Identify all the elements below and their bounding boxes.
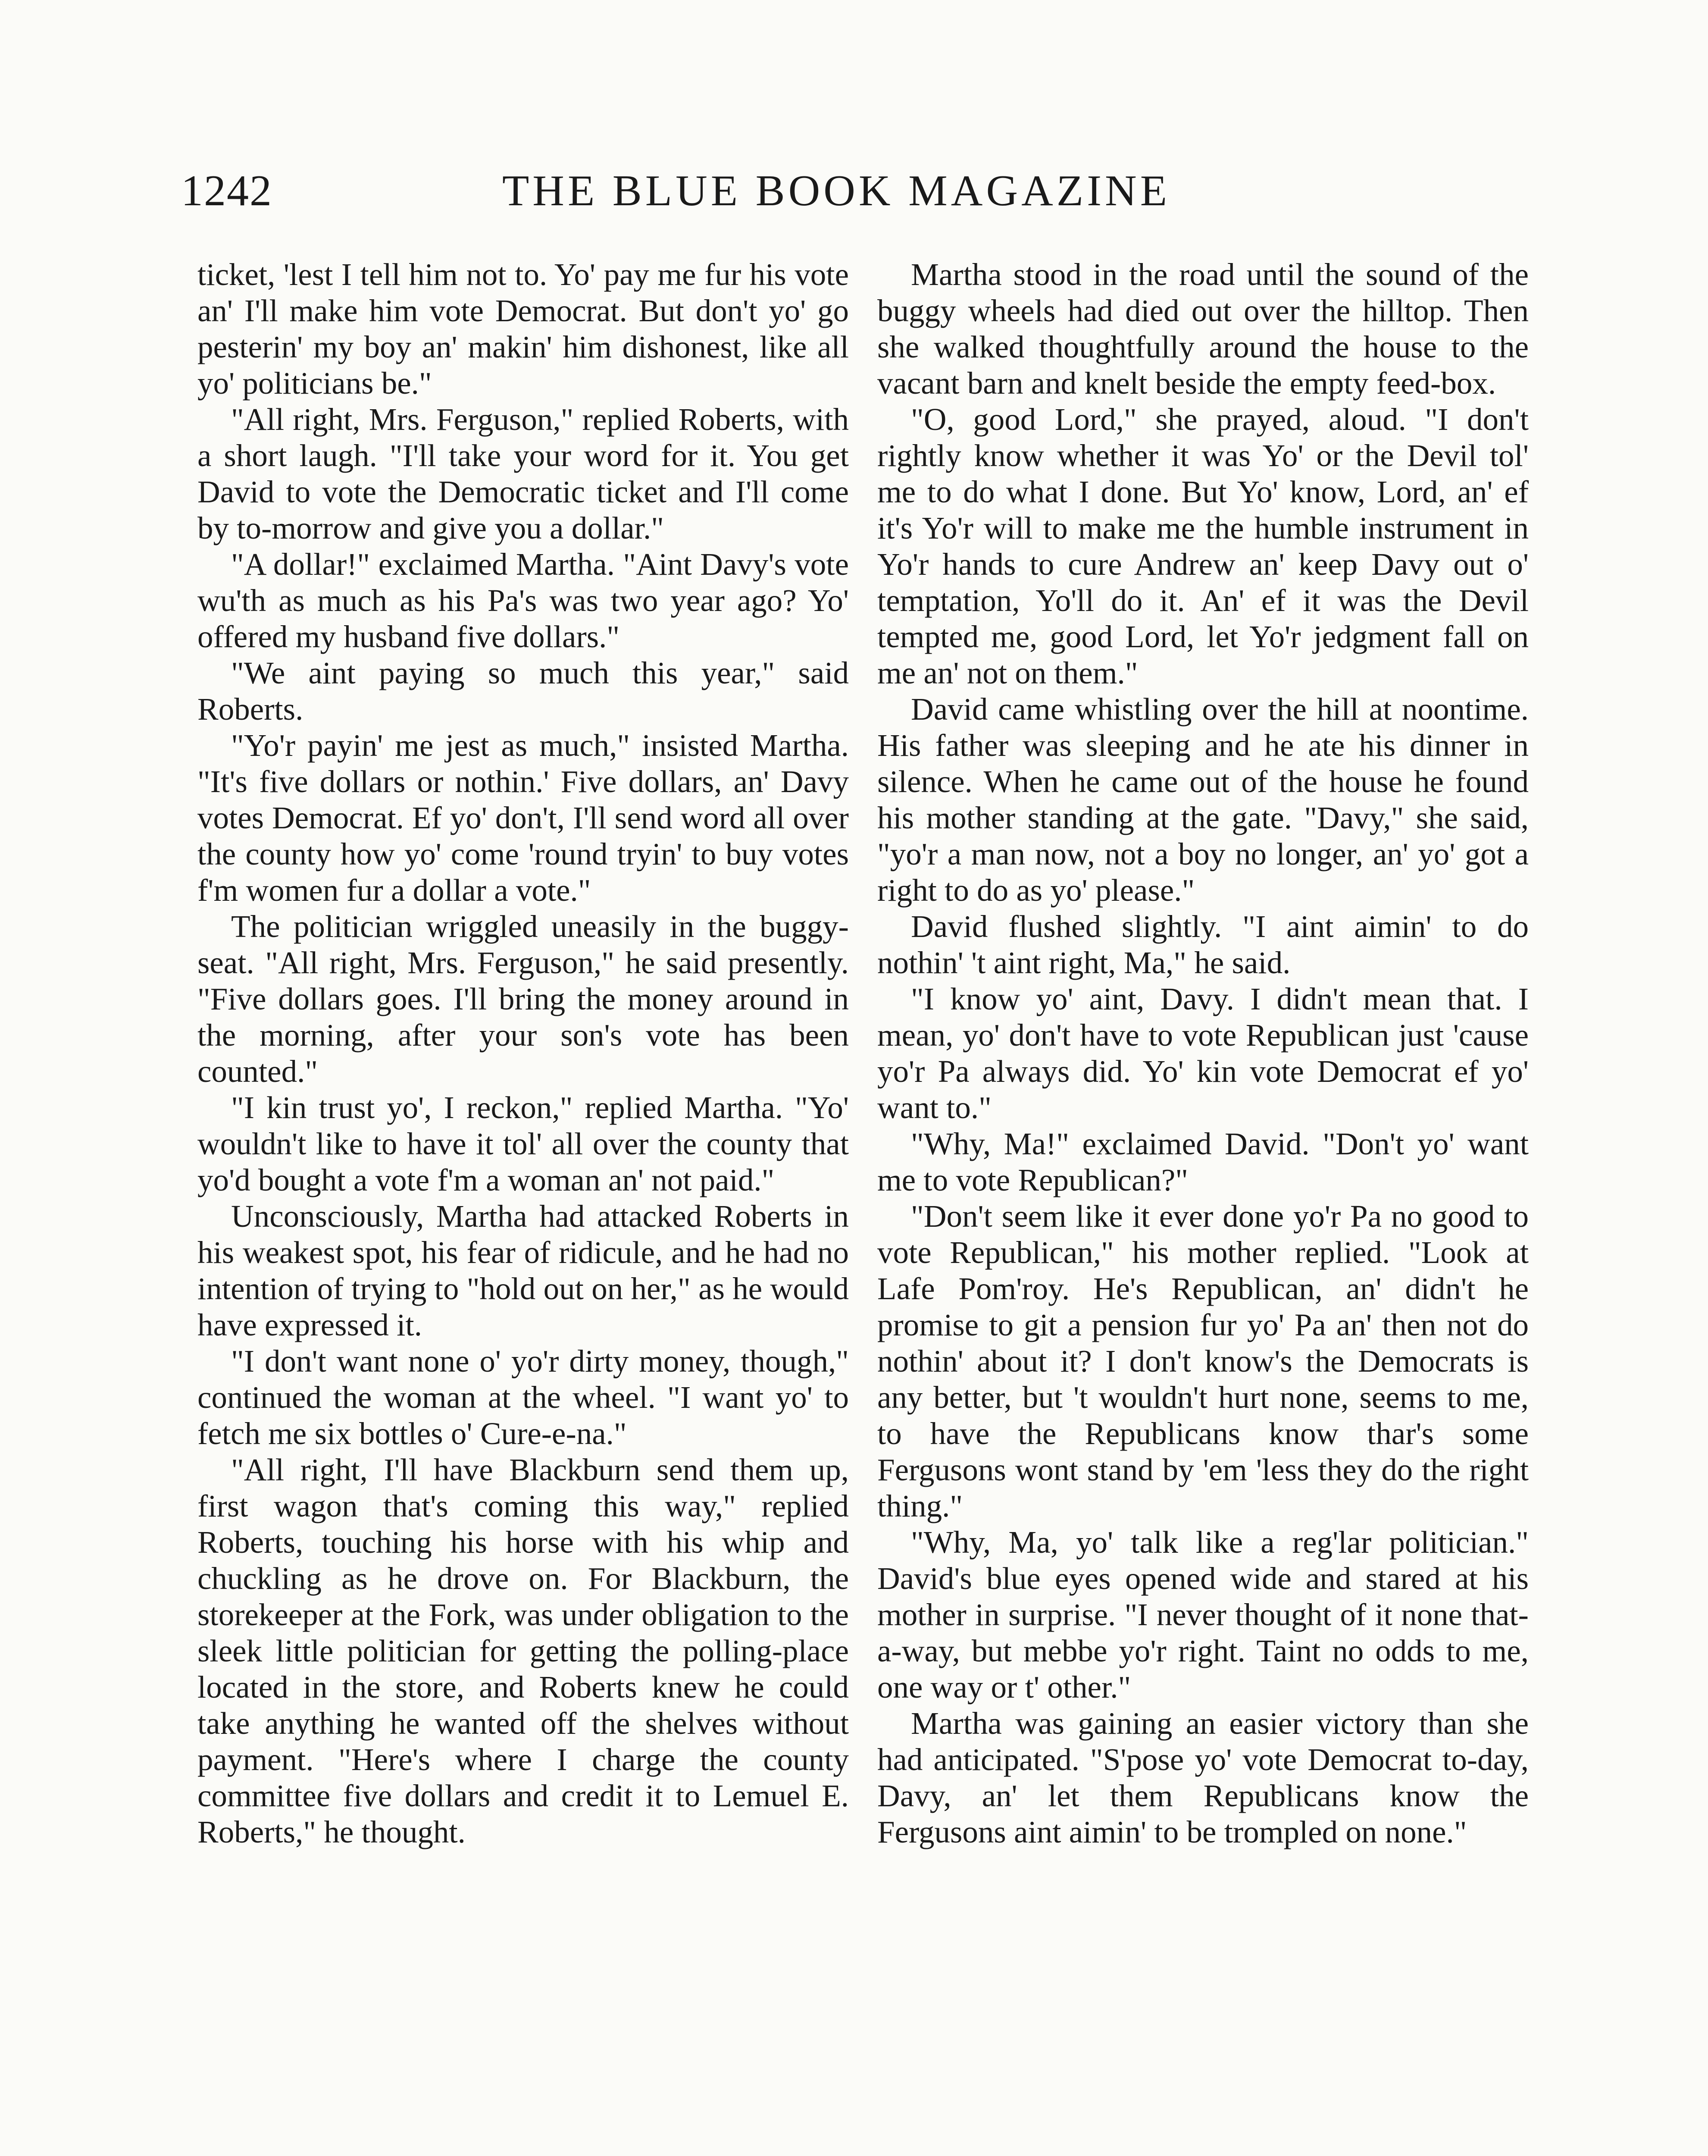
paragraph: "All right, I'll have Blackburn send them up, first wagon that's coming this way," replied Roberts, touching his horse with his whip and chuckling as he drove on. For Blackburn, the storekeeper at the Fork, was under obligation to the sleek little politician for getting the polling-place located in the store, and Roberts knew he could take anything he wanted off the shelves without payment. "Here's where I charge the county committee five dollars and credit it to Lemuel E. Roberts," he thought.: [197, 1452, 849, 1849]
left-column: [197, 257, 849, 1850]
paragraph: "We aint paying so much this year," said Roberts.: [197, 655, 849, 727]
paragraph: "Yo'r payin' me jest as much," insisted Martha. "It's five dollars or nothin.' Five dollars, an' Davy votes Democrat. Ef yo' don't, I'll send word all over the county how yo' come 'round tryin' to buy votes f'm women fur a dollar a vote.": [197, 728, 849, 908]
page-header: [181, 159, 1214, 223]
paragraph: "I kin trust yo', I reckon," replied Martha. "Yo' wouldn't like to have it tol' all over the county that yo'd bought a vote f'm a woman an' not paid.": [197, 1090, 849, 1197]
right-column: [877, 257, 1529, 1850]
paragraph: "Why, Ma, yo' talk like a reg'lar politician." David's blue eyes opened wide and stared at his mother in surprise. "I never thought of it none that-a-way, but mebbe yo'r right. Taint no odds to me, one way or t' other.": [877, 1525, 1529, 1705]
paragraph: The politician wriggled uneasily in the buggy-seat. "All right, Mrs. Ferguson," he said presently. "Five dollars goes. I'll bring the money around in the morning, after your son's vote has been counted.": [197, 909, 849, 1089]
paragraph: "Don't seem like it ever done yo'r Pa no good to vote Republican," his mother replied. "Look at Lafe Pom'roy. He's Republican, an' didn't he promise to git a pension fur yo' Pa an' then not do nothin' about it? I don't know's the Democrats is any better, but 't wouldn't hurt none, seems to me, to have the Republicans know thar's some Fergusons wont stand by 'em 'less they do the right thing.": [877, 1199, 1529, 1523]
paragraph: "I don't want none o' yo'r dirty money, though," continued the woman at the wheel. "I want yo' to fetch me six bottles o' Cure-e-na.": [197, 1344, 849, 1451]
running-title: THE BLUE BOOK MAGAZINE: [502, 166, 1171, 215]
paragraph: "O, good Lord," she prayed, aloud. "I don't rightly know whether it was Yo' or the Devil tol' me to do what I done. But Yo' know, Lord, an' ef it's Yo'r will to make me the humble instrument in Yo'r hands to cure Andrew an' keep Davy out o' temptation, Yo'll do it. An' ef it was the Devil tempted me, good Lord, let Yo'r jedgment fall on me an' not on them.": [877, 402, 1529, 690]
paragraph: "I know yo' aint, Davy. I didn't mean that. I mean, yo' don't have to vote Republican just 'cause yo'r Pa always did. Yo' kin vote Democrat ef yo' want to.": [877, 981, 1529, 1125]
paragraph: Martha stood in the road until the sound of the buggy wheels had died out over the hilltop. Then she walked thoughtfully around the house to the vacant barn and knelt beside the empty feed-box.: [877, 257, 1529, 401]
paragraph: David flushed slightly. "I aint aimin' to do nothin' 't aint right, Ma," he said.: [877, 909, 1529, 980]
paragraph: "A dollar!" exclaimed Martha. "Aint Davy's vote wu'th as much as his Pa's was two year ago? Yo' offered my husband five dollars.": [197, 547, 849, 654]
paragraph: "Why, Ma!" exclaimed David. "Don't yo' want me to vote Republican?": [877, 1126, 1529, 1197]
page-number: 1242: [181, 166, 272, 215]
paragraph: "All right, Mrs. Ferguson," replied Roberts, with a short laugh. "I'll take your word for it. You get David to vote the Democratic ticket and I'll come by to-morrow and give you a dollar.": [197, 402, 849, 545]
paragraph: David came whistling over the hill at noontime. His father was sleeping and he ate his dinner in silence. When he came out of the house he found his mother standing at the gate. "Davy," she said, "yo'r a man now, not a boy no longer, an' yo' got a right to do as yo' please.": [877, 692, 1529, 908]
paragraph: Unconsciously, Martha had attacked Roberts in his weakest spot, his fear of ridicule, and he had no intention of trying to "hold out on her," as he would have expressed it.: [197, 1199, 849, 1342]
paragraph: ticket, 'lest I tell him not to. Yo' pay me fur his vote an' I'll make him vote Democrat. But don't yo' go pesterin' my boy an' makin' him dishonest, like all yo' politicians be.": [197, 257, 849, 401]
paragraph: Martha was gaining an easier victory than she had anticipated. "S'pose yo' vote Democrat to-day, Davy, an' let them Republicans know the Fergusons aint aimin' to be trompled on none.": [877, 1706, 1529, 1849]
